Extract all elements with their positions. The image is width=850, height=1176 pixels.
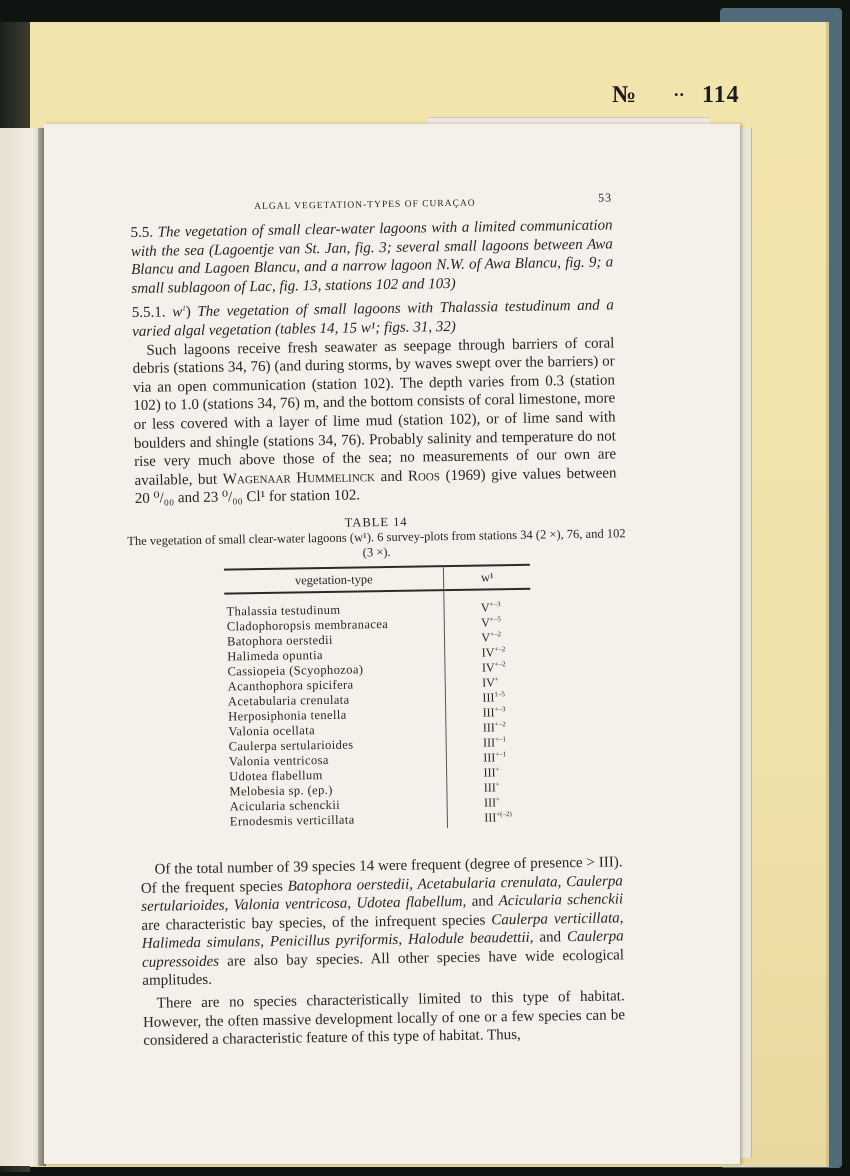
presence-value-cell bbox=[446, 735, 532, 751]
catalog-number-stamp bbox=[612, 78, 742, 112]
paragraph-habitat-tail: (1969) give values between 20 ⁰/₀₀ and 23 ⁰/₀₀ Cl¹ for station 102. bbox=[134, 465, 617, 508]
species-name-cell: Cassiopeia (Scyophozoa) bbox=[225, 661, 445, 679]
running-head bbox=[130, 186, 612, 218]
presence-value-cell bbox=[445, 660, 531, 676]
section-5-5-1-title: The vegetation of small lagoons with Thalassia testudinum and a varied algal vegetation (tables 14, 15 w¹; figs. 31, 32) bbox=[132, 297, 614, 340]
presence-class: III bbox=[482, 690, 495, 705]
paragraph-habitat-text: Such lagoons receive fresh seawater as seepage through barriers of coral debris (stations 34, 76) (and during storms, by waves swept over the barriers) or via an open communication (station 102). The depth varies from 0.3 (station 102) to 1.0 (stations 34, 76) m, and the bottom consists of coral limestone, more or less covered with a layer of lime mud (station 102), or of lime sand with boulders and shingle (stations 34, 76). Probably salinity and temperature do not rise very much above those of the sea; no measurements of our own are available, but bbox=[132, 334, 617, 489]
column-header-vegetation-type: vegetation-type bbox=[224, 566, 444, 593]
presence-class: III bbox=[483, 795, 497, 810]
column-header-w1: w¹ bbox=[444, 565, 530, 590]
species-name-cell: Ernodesmis verticillata bbox=[228, 811, 448, 831]
presence-value-cell bbox=[445, 630, 531, 646]
paragraph-frequency-text: Of the total number of 39 species 14 were frequent (degree of presence > III). Of the frequent species bbox=[140, 854, 623, 897]
species-name-cell: Halimeda opuntia bbox=[225, 646, 445, 664]
cover-range: +–2 bbox=[494, 720, 506, 729]
table-description: The vegetation of small clear-water lagoons (w¹). 6 survey-plots from stations 34 (2 ×), 76, and 102 (3 ×). bbox=[127, 526, 626, 560]
species-name-cell: Melobesia sp. (ep.) bbox=[227, 781, 447, 799]
running-head-title: ALGAL VEGETATION-TYPES OF CURAÇAO bbox=[254, 198, 476, 213]
presence-value-cell bbox=[446, 705, 532, 721]
cover-range: +–5 bbox=[489, 615, 501, 624]
presence-class: IV bbox=[481, 645, 495, 660]
presence-class: V bbox=[481, 615, 490, 630]
species-name-cell: Caulerpa sertularioides bbox=[227, 736, 447, 754]
presence-value-cell bbox=[447, 795, 533, 811]
species-name-cell: Udotea flabellum bbox=[227, 766, 447, 784]
presence-class: III bbox=[483, 765, 496, 780]
presence-value-cell bbox=[445, 615, 531, 631]
cover-range: + bbox=[495, 765, 500, 774]
presence-class: III bbox=[482, 705, 495, 720]
section-5-5-1-code: $w^1$ bbox=[172, 304, 186, 321]
species-name-cell: Thalassia testudinum bbox=[224, 590, 444, 619]
cover-range: +–2 bbox=[494, 645, 506, 654]
species-name-cell: Batophora oerstedii bbox=[225, 631, 445, 649]
presence-class: V bbox=[481, 630, 491, 645]
cover-range: + bbox=[495, 780, 500, 789]
cover-range: +–1 bbox=[495, 750, 507, 759]
section-5-5-1-paren: ) bbox=[185, 304, 191, 321]
section-5-5-locations: (Lagoentje van St. Jan, fig. 3; several small lagoons between Awa Blancu and Lagoen Blancu, and a narrow lagoon N.W. of Awa Blancu, fig. 9; a small sublagoon of Lac, fig. 13, stations 102 and 103) bbox=[131, 236, 614, 297]
vegetation-table bbox=[224, 564, 534, 832]
presence-class: V bbox=[480, 600, 490, 615]
paragraph-frequency bbox=[140, 853, 624, 991]
vegetation-table-body bbox=[224, 589, 534, 832]
section-5-5-number: 5.5. bbox=[130, 224, 154, 241]
page-content bbox=[127, 186, 626, 1050]
species-name-cell: Acanthophora spicifera bbox=[226, 676, 446, 694]
cover-range: + bbox=[495, 795, 501, 804]
species-name-cell: Acetabularia crenulata bbox=[226, 691, 446, 709]
cover-range: 1–5 bbox=[494, 690, 505, 699]
paragraph-frequency-end: are also bay species. All other species have wide ecological amplitudes. bbox=[142, 947, 625, 990]
paragraph-and-1: and bbox=[471, 893, 494, 910]
presence-class: III bbox=[483, 750, 496, 765]
paragraph-habitat bbox=[132, 334, 617, 509]
presence-value-cell bbox=[448, 810, 534, 828]
presence-class: III bbox=[482, 735, 496, 750]
book-page bbox=[44, 124, 740, 1164]
presence-class: III bbox=[483, 780, 496, 795]
catalog-number-label: № bbox=[612, 82, 638, 108]
table-caption: TABLE 14 bbox=[344, 514, 408, 530]
cover-range: +–1 bbox=[494, 735, 507, 744]
catalog-number-dots: .. bbox=[674, 80, 685, 100]
species-name-cell: Valonia ventricosa bbox=[227, 751, 447, 769]
author-wagenaar-hummelinck: Wagenaar Hummelinck bbox=[222, 468, 376, 488]
presence-class: III bbox=[482, 720, 495, 735]
presence-value-cell bbox=[446, 720, 532, 736]
presence-value-cell bbox=[447, 765, 533, 781]
paragraph-and: and bbox=[380, 468, 403, 485]
cover-range: +(–2) bbox=[496, 809, 512, 819]
species-list-frequent: Batophora oerstedii, Acetabularia crenulata, Caulerpa sertularioides, Valonia ventricosa, Udotea flabellum, bbox=[141, 872, 623, 916]
species-name-cell: Acicularia schenckii bbox=[228, 796, 448, 814]
presence-value-cell bbox=[445, 645, 531, 661]
cover-range: +–3 bbox=[489, 600, 501, 609]
cover-range: +–2 bbox=[494, 660, 506, 669]
cover-range: +–3 bbox=[494, 705, 506, 714]
presence-value-cell bbox=[446, 675, 532, 691]
section-5-5-1-number: 5.5.1. bbox=[131, 304, 166, 322]
author-roos: Roos bbox=[407, 467, 441, 485]
cover-range: +–2 bbox=[490, 630, 502, 639]
paragraph-frequency-mid: are characteristic bay species, of the infrequent species bbox=[141, 912, 486, 934]
species-acicularia: Acicularia schenckii bbox=[498, 891, 624, 910]
presence-value-cell bbox=[447, 750, 533, 766]
presence-value-cell bbox=[444, 589, 530, 616]
presence-class: IV bbox=[482, 675, 495, 690]
paragraph-characteristic: There are no species characteristically limited to this type of habitat. However, the often massive development locally of one or a few species can be considered a characteristic feature of this type of habitat. Thus, bbox=[142, 988, 626, 1050]
cover-range: + bbox=[494, 675, 499, 684]
presence-class: III bbox=[484, 810, 497, 825]
species-name-cell: Cladophoropsis membranacea bbox=[225, 616, 445, 634]
presence-value-cell bbox=[447, 780, 533, 796]
species-name-cell: Herposiphonia tenella bbox=[226, 706, 446, 724]
section-5-5-title: The vegetation of small clear-water lagoons with a limited communication with the sea bbox=[130, 217, 613, 260]
species-caulerpa-cupressoides: Caulerpa cupressoides bbox=[141, 928, 624, 971]
presence-value-cell bbox=[446, 690, 532, 706]
species-list-infrequent: Caulerpa verticillata, Halimeda simulans, Penicillus pyriformis, Halodule beaudettii, bbox=[141, 910, 624, 953]
page-number: 53 bbox=[598, 190, 613, 205]
presence-class: IV bbox=[481, 660, 495, 675]
catalog-number-value: 114 bbox=[702, 82, 740, 108]
table-row bbox=[228, 810, 534, 832]
species-name-cell: Valonia ocellata bbox=[226, 721, 446, 739]
paragraph-and-2: and bbox=[539, 929, 562, 946]
section-5-5-heading bbox=[130, 216, 613, 298]
